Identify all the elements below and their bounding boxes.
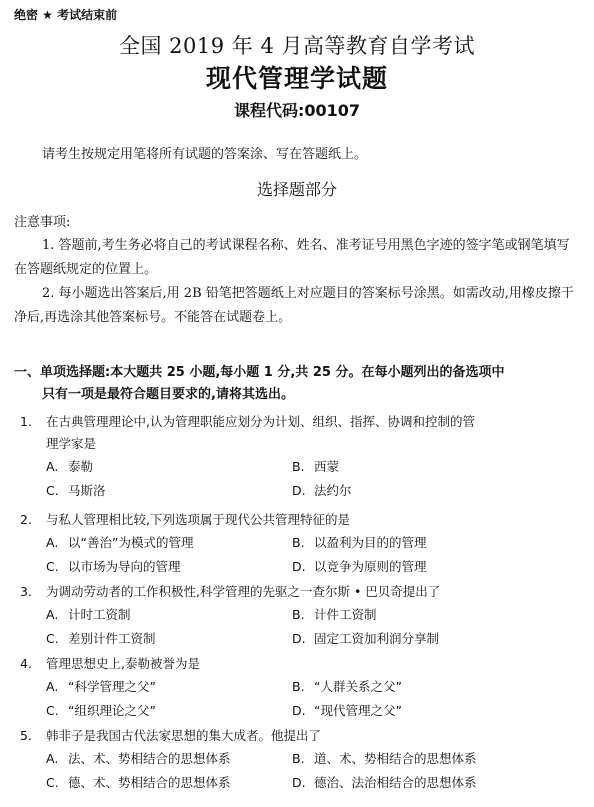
options-row [20,675,580,699]
options-row [20,455,580,479]
question-stem [20,581,580,603]
question-5 [20,725,580,795]
options-row [20,479,580,503]
note-item-2 [14,282,580,330]
option-c: C. 马斯洛 [46,483,106,498]
question-stem [20,411,580,455]
option-c: C. 差别计件工资制 [46,631,156,646]
question-stem [20,509,580,531]
note-item-1 [14,234,580,282]
question-number: 4. [20,656,32,671]
section-title: 选择题部分 [256,180,337,199]
question-text: 与私人管理相比较,下列选项属于现代公共管理特征的是 [46,512,350,527]
option-c: C. “组织理论之父” [46,703,156,718]
options-row [20,747,580,771]
question-text: 管理思想史上,泰勒被誉为是 [46,656,200,671]
option-b: B. 西蒙 [292,459,340,474]
option-a: A. 以“善治”为模式的管理 [46,535,194,550]
exam-title: 全国 2019 年 4 月高等教育自学考试 [118,34,475,58]
option-d: D. 德治、法治相结合的思想体系 [292,775,477,790]
question-number: 5. [20,728,32,743]
answer-instruction: 请考生按规定用笔将所有试题的答案涂、写在答题纸上。 [42,147,368,162]
question-3 [20,581,580,651]
options-row [20,699,580,723]
options-row [20,603,580,627]
option-d: D. 固定工资加利润分享制 [292,631,440,646]
course-code: 课程代码:00107 [233,101,361,120]
question-number: 1. [20,414,32,429]
options-row [20,771,580,795]
question-number: 2. [20,512,32,527]
option-a: A. 法、术、势相结合的思想体系 [46,751,231,766]
option-a: A. 计时工资制 [46,607,131,622]
options-row [20,627,580,651]
question-text-continued: 理学家是 [46,436,97,451]
option-d: D. 以竞争为原则的管理 [292,559,427,574]
question-stem [20,653,580,675]
question-text: 韩非子是我国古代法家思想的集大成者。他提出了 [46,728,322,743]
option-d: D. 法约尔 [292,483,352,498]
part-heading-line-2: 只有一项是最符合题目要求的,请将其选出。 [42,387,294,402]
question-number: 3. [20,584,32,599]
question-stem [20,725,580,747]
question-4 [20,653,580,723]
options-row [20,555,580,579]
option-b: B. 道、术、势相结合的思想体系 [292,751,477,766]
part-heading-line-1: 一、单项选择题:本大题共 25 小题,每小题 1 分,共 25 分。在每小题列出的备选项中 [14,365,505,380]
option-b: B. “人群关系之父” [292,679,402,694]
note-text: 1. 答题前,考生务必将自己的考试课程名称、姓名、准考证号用黑色字迹的签字笔或钢笔填写在答题纸规定的位置上。 [14,238,570,277]
note-text: 2. 每小题选出答案后,用 2B 铅笔把答题纸上对应题目的答案标号涂黑。如需改动,用橡皮擦干净后,再选涂其他答案标号。不能答在试题卷上。 [14,286,574,325]
part-heading [14,362,580,406]
question-2 [20,509,580,579]
exam-subject-title: 现代管理学试题 [205,64,388,93]
option-c: C. 以市场为导向的管理 [46,559,181,574]
question-1 [20,411,580,503]
option-d: D. “现代管理之父” [292,703,402,718]
option-c: C. 德、术、势相结合的思想体系 [46,775,231,790]
question-text: 在古典管理理论中,认为管理职能应划分为计划、组织、指挥、协调和控制的管 [46,414,475,429]
option-b: B. 以盈利为目的的管理 [292,535,427,550]
option-a: A. “科学管理之父” [46,679,156,694]
options-row [20,531,580,555]
notes-heading: 注意事项: [14,215,71,230]
option-b: B. 计件工资制 [292,607,377,622]
option-a: A. 泰勒 [46,459,94,474]
question-text: 为调动劳动者的工作积极性,科学管理的先驱之一查尔斯 • 巴贝奇提出了 [46,584,441,599]
confidential-mark: 绝密 ★ 考试结束前 [14,8,118,22]
